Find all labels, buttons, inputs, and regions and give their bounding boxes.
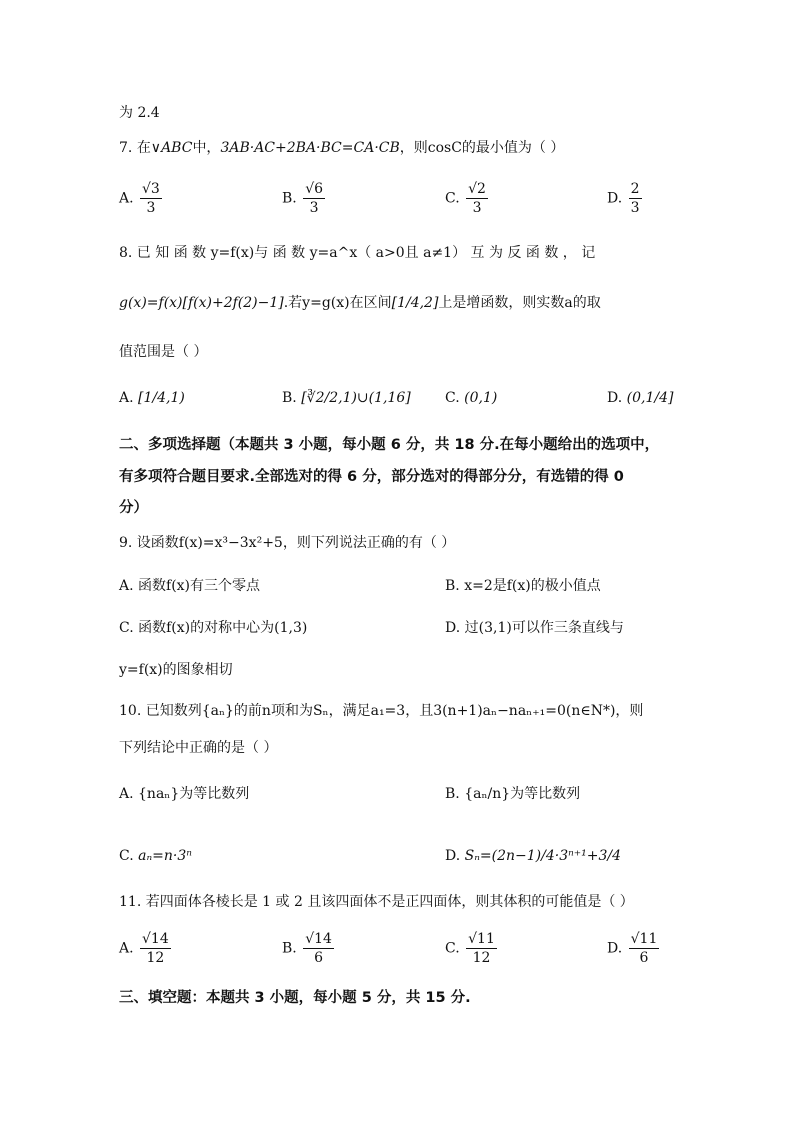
question-11-stem: 11. 若四面体各棱长是 1 或 2 且该四面体不是正四面体，则其体积的可能值是（ ） [119,894,634,910]
q9-option-d-continuation: y=f(x)的图象相切 [119,662,233,678]
q9-option-a: A. 函数f(x)有三个零点 [119,578,261,594]
q11-option-b: B. $\frac{√14}{6}$ [282,931,332,966]
q8-option-a: A. [1/4,1) [119,390,185,406]
q10-option-d: D. Sₙ=(2n−1)/4·3ⁿ⁺¹+3/4 [445,848,622,864]
interval: [1/4,2] [391,295,439,311]
q9-option-d: D. 过(3,1)可以作三条直线与 [445,620,624,636]
q10-option-b: B. {aₙ/n}为等比数列 [445,786,581,802]
q8-option-c: C. (0,1) [445,390,498,406]
question-7-stem: 7. 在∨ABC中，3AB·AC+2BA·BC=CA·CB，则cosC的最小值为（ ） [119,140,565,156]
q11-option-d: D. $\frac{√11}{6}$ [607,931,658,966]
q10-option-c: C. aₙ=n·3ⁿ [119,848,192,864]
section-2-heading-line2: 有多项符合题目要求.全部选对的得 6 分，部分选对的得部分分，有选错的得 0 [119,469,624,485]
q8-option-d: D. (0,1/4] [607,390,674,406]
question-8-line2: g(x)=f(x)[f(x)+2f(2)−1].若y=g(x)在区间[1/4,2]上是增函数，则实数a的取 [119,295,601,311]
q11-option-a: A. $\frac{√14}{12}$ [119,931,169,966]
section-3-heading: 三、填空题：本题共 3 小题，每小题 5 分，共 15 分. [119,990,471,1006]
vector-condition: 3AB·AC+2BA·BC=CA·CB [220,140,400,156]
q7-option-d: D. $\frac{2}{3}$ [607,181,640,216]
q7-option-b: B. $\frac{√6}{3}$ [282,181,324,216]
question-8-line3: 值范围是（ ） [119,344,208,360]
q9-option-c: C. 函数f(x)的对称中心为(1,3) [119,620,308,636]
question-9-stem: 9. 设函数f(x)=x³−3x²+5，则下列说法正确的有（ ） [119,535,456,551]
question-10-line2: 下列结论中正确的是（ ） [119,740,278,756]
q10-option-a: A. {naₙ}为等比数列 [119,786,250,802]
g-definition: g(x)=f(x)[f(x)+2f(2)−1] [119,295,284,311]
prev-answer-fragment: 为 2.4 [119,105,160,121]
q7-option-a: A. $\frac{√3}{3}$ [119,181,160,216]
q8-option-b: B. [∛2/2,1)∪(1,16] [282,390,411,406]
q9-option-b: B. x=2是f(x)的极小值点 [445,578,601,594]
q11-option-c: C. $\frac{√11}{12}$ [445,931,495,966]
section-2-heading-line3: 分） [119,500,148,516]
question-8-line1: 8. 已 知 函 数 y=f(x)与 函 数 y=a^x（ a>0且 a≠1） 互 为 反 函 数 ， 记 [119,245,596,261]
question-10-line1: 10. 已知数列{aₙ}的前n项和为Sₙ，满足a₁=3，且3(n+1)aₙ−naₙ₊₁=0(n∈N*)，则 [119,703,644,719]
q7-option-c: C. $\frac{√2}{3}$ [445,181,486,216]
section-2-heading-line1: 二、多项选择题（本题共 3 小题，每小题 6 分，共 18 分.在每小题给出的选项中， [119,437,660,453]
